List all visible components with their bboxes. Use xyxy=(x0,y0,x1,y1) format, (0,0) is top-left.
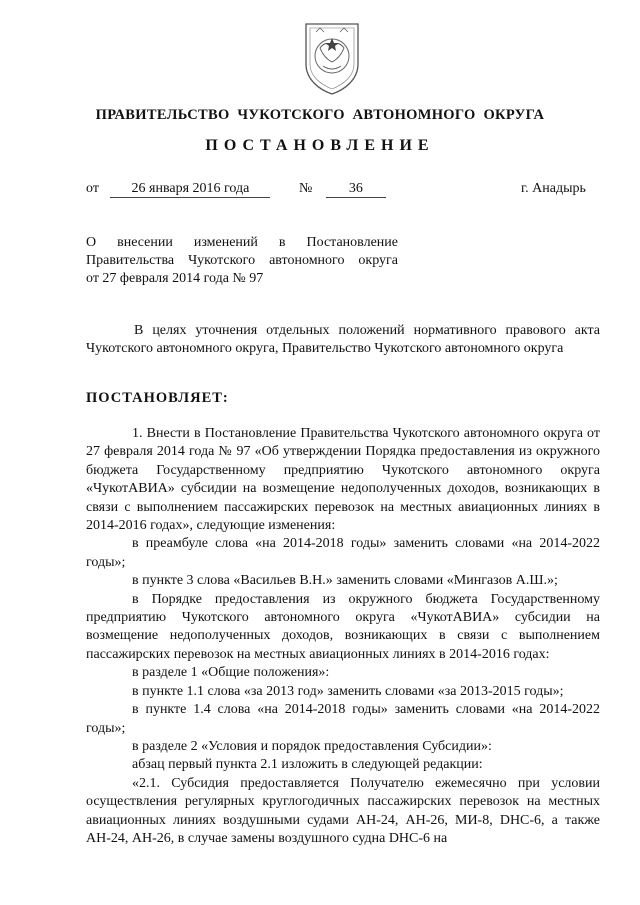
paragraph-point-2-1-text: «2.1. Субсидия предоставляется Получателю ежемесячно при условии осуществления регулярных круглогодичных пассажирских перевозок на местных авиационных линиях воздушными судами АН-24, АН-26, МИ-8, DHC-6, а также АН-24, АН-26, в случае замены воздушного судна DHC-6 на xyxy=(86,775,600,846)
subject-line-2: Правительства Чукотского автономного округа xyxy=(86,253,398,268)
document-number: 36 xyxy=(326,181,386,198)
paragraph-procedure: в Порядке предоставления из окружного бюджета Государственному предприятию Чукотского автономного округа «ЧукотАВИА» субсидии на возмещение недополученных доходов, возникающих в связи с выполнением пассажирских перевозок на местных авиационных линиях в 2014-2016 годах: xyxy=(86,591,600,662)
number-line xyxy=(299,181,386,198)
paragraph-preamble-change: в преамбуле слова «на 2014-2018 годы» заменить словами «на 2014-2022 годы»; xyxy=(86,536,600,570)
preamble-paragraph: В целях уточнения отдельных положений нормативного правового акта Чукотского автономного округа, Правительство Чукотского автономного округа xyxy=(86,323,600,356)
paragraph-point-1-4: в пункте 1.4 слова «на 2014-2018 годы» заменить словами «на 2014-2022 годы»; xyxy=(86,702,600,736)
subject-line-3: от 27 февраля 2014 года № 97 xyxy=(86,271,264,286)
government-title: ПРАВИТЕЛЬСТВО ЧУКОТСКОГО АВТОНОМНОГО ОКРУГА xyxy=(95,107,545,123)
paragraph-point-2-1-intro: абзац первый пункта 2.1 изложить в следующей редакции: xyxy=(132,757,483,773)
paragraph-point-3-change: в пункте 3 слова «Васильев В.Н.» заменить словами «Мингазов А.Ш.»; xyxy=(132,573,558,589)
number-label: № xyxy=(299,181,313,196)
coat-of-arms-emblem-icon xyxy=(296,18,368,96)
from-label: от xyxy=(86,181,99,196)
document-date: 26 января 2016 года xyxy=(110,181,270,198)
paragraph-point-1-1: в пункте 1.1 слова «за 2013 год» заменить словами «за 2013-2015 годы»; xyxy=(132,683,564,699)
date-line xyxy=(86,181,270,198)
decree-heading: ПОСТАНОВЛЯЕТ: xyxy=(86,390,229,406)
document-type-title: ПОСТАНОВЛЕНИЕ xyxy=(205,137,435,154)
paragraph-section-2: в разделе 2 «Условия и порядок предоставления Субсидии»: xyxy=(132,738,492,754)
paragraph-section-1: в разделе 1 «Общие положения»: xyxy=(132,665,330,681)
document-body xyxy=(86,425,600,848)
paragraph-item-1: 1. Внести в Постановление Правительства Чукотского автономного округа от 27 февраля 2014 года № 97 «Об утверждении Порядка предоставления из окружного бюджета Государственному предприятию Чукотского автономного округа «ЧукотАВИА» субсидии на возмещение недополученных доходов, возникающих в связи с выполнением пассажирских перевозок на местных авиационных линиях в 2014-2016 годах», следующие изменения: xyxy=(86,426,600,534)
subject-line-1: О внесении изменений в Постановление xyxy=(86,235,398,250)
city: г. Анадырь xyxy=(521,181,586,196)
document-subject xyxy=(86,234,398,288)
